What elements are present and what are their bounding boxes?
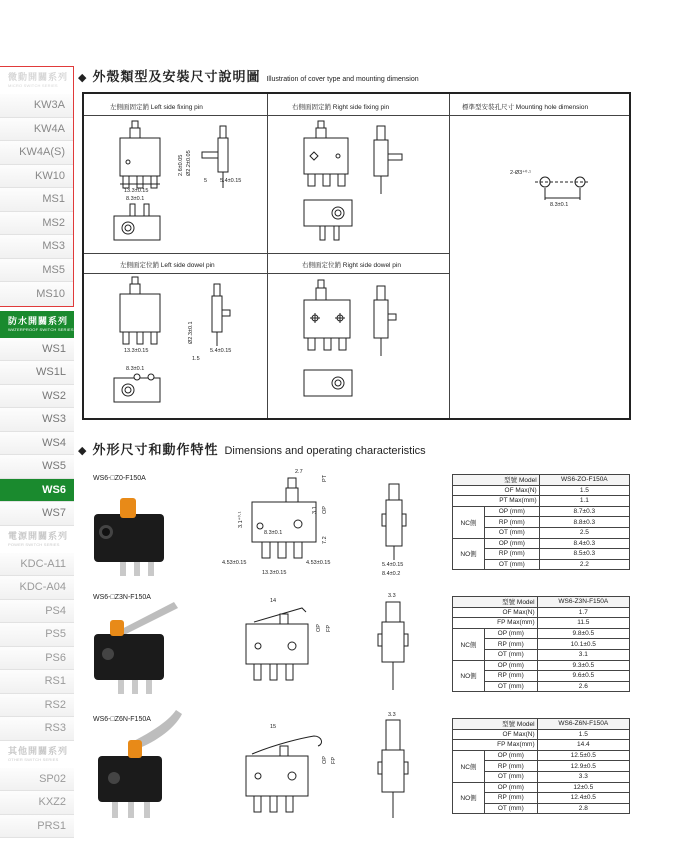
spec-value: WS6-Z3N-F150A [537, 597, 629, 608]
sidebar-item-kw10[interactable]: KW10 [0, 165, 73, 189]
spec-table-z0 [452, 474, 630, 570]
spec-group-nc: NC側 [453, 628, 485, 660]
spec-value: 2.5 [539, 527, 629, 538]
dimension-drawing-z3n [236, 592, 336, 688]
dim-5-4: 5.4±0.15 [382, 562, 404, 568]
sidebar-item-ps4[interactable]: PS4 [0, 600, 74, 624]
dim-8-3: 8.3±0.1 [126, 366, 145, 372]
sidebar-item-rs3[interactable]: RS3 [0, 717, 74, 741]
section-title-zh: 外形尺寸和動作特性 [92, 442, 219, 457]
sidebar-item-ms1[interactable]: MS1 [0, 188, 73, 212]
sidebar-item-ws1l[interactable]: WS1L [0, 361, 74, 385]
side-drawing-z6n [374, 708, 414, 822]
model-label-z0: WS6-□Z0-F150A [93, 475, 146, 482]
group-header-micro [0, 67, 73, 94]
sidebar-item-ms10[interactable]: MS10 [0, 282, 73, 306]
spec-key: OP (mm) [485, 538, 540, 549]
diamond-bullet-icon: ◆ [78, 72, 87, 84]
spec-table-z3n [452, 596, 630, 692]
sidebar-item-ps6[interactable]: PS6 [0, 647, 74, 671]
group-title: 微動開關系列 [8, 72, 69, 82]
dim-8-3: 8.3±0.1 [550, 202, 569, 208]
mounting-hole-drawing [450, 116, 629, 254]
sidebar-item-ms5[interactable]: MS5 [0, 259, 73, 283]
spec-key: OT (mm) [485, 559, 540, 570]
dim-15: 15 [270, 724, 277, 730]
spec-value: 10.1±0.5 [537, 639, 629, 650]
spec-value: 12.9±0.5 [537, 761, 629, 772]
spec-key: OP (mm) [485, 782, 538, 793]
spec-group-nc: NC側 [453, 750, 485, 782]
sidebar-item-ws2[interactable]: WS2 [0, 385, 74, 409]
sidebar-item-ws6[interactable]: WS6 [0, 479, 74, 503]
spec-key: FP Max(mm) [453, 618, 538, 629]
spec-key: OT (mm) [485, 803, 538, 814]
group-subtitle: MICRO SWITCH SERIES [8, 83, 58, 88]
group-header-power [0, 526, 74, 553]
label-right-dowel-pin: 右側面定位銷 Right side dowel pin [302, 262, 401, 269]
spec-value: 8.7±0.3 [539, 506, 629, 517]
sidebar-item-kxz2[interactable]: KXZ2 [0, 791, 74, 815]
sidebar-item-rs2[interactable]: RS2 [0, 694, 74, 718]
spec-value: 9.6±0.5 [537, 671, 629, 682]
product-photo-z6n [88, 704, 188, 826]
sidebar-item-ws1[interactable]: WS1 [0, 338, 74, 362]
spec-value: 8.8±0.3 [539, 517, 629, 528]
sidebar-group-other [0, 741, 74, 839]
sidebar-item-kdc-a11[interactable]: KDC-A11 [0, 553, 74, 577]
spec-value: 2.6 [537, 681, 629, 692]
spec-value: 2.8 [537, 803, 629, 814]
product-photo-z3n [88, 596, 184, 700]
spec-value: 12±0.5 [537, 782, 629, 793]
group-title: 其他開關系列 [8, 745, 69, 756]
section-title-zh: 外殼類型及安裝尺寸說明圖 [92, 69, 261, 84]
spec-key: 型號 Model [453, 719, 538, 730]
sidebar [0, 66, 74, 838]
dim-op: OP [322, 506, 328, 514]
group-subtitle: WATERPROOF SWITCH SERIES [8, 326, 74, 332]
spec-value: 3.1 [537, 649, 629, 660]
sidebar-group-power [0, 526, 74, 741]
spec-key: 型號 Model [453, 475, 540, 486]
sidebar-item-ms2[interactable]: MS2 [0, 212, 73, 236]
sidebar-item-ms3[interactable]: MS3 [0, 235, 73, 259]
dim-5: 5 [204, 178, 208, 184]
spec-key: RP (mm) [485, 517, 540, 528]
spec-key: OT (mm) [485, 771, 538, 782]
dim-2-7: 2.7 [295, 469, 303, 475]
spec-value: 8.5±0.3 [539, 549, 629, 560]
label-left-dowel-pin: 左側面定位銷 Left side dowel pin [120, 262, 215, 269]
spec-key: 型號 Model [453, 597, 538, 608]
mounting-diagram-table [82, 92, 631, 420]
spec-group-no: NO側 [453, 660, 485, 692]
sidebar-item-ws5[interactable]: WS5 [0, 455, 74, 479]
right-dowel-pin-drawing [268, 274, 450, 418]
spec-key: OP (mm) [485, 750, 538, 761]
spec-value: 8.4±0.3 [539, 538, 629, 549]
spec-value: 12.4±0.5 [537, 793, 629, 804]
spec-key: OT (mm) [485, 649, 538, 660]
section-title-en: Illustration of cover type and mounting dimension [266, 76, 419, 83]
spec-key: RP (mm) [485, 639, 538, 650]
spec-value: 3.3 [537, 771, 629, 782]
dim-4-53-left: 4.53±0.15 [222, 560, 247, 566]
sidebar-item-kw4a[interactable]: KW4A [0, 118, 73, 142]
spec-key: OP (mm) [485, 660, 538, 671]
dim-14: 14 [270, 598, 277, 604]
sidebar-group-waterproof [0, 311, 74, 526]
sidebar-item-sp02[interactable]: SP02 [0, 768, 74, 792]
dim-8-4: 8.4±0.2 [382, 571, 401, 577]
sidebar-item-ws7[interactable]: WS7 [0, 502, 74, 526]
sidebar-item-ws4[interactable]: WS4 [0, 432, 74, 456]
spec-key: RP (mm) [485, 793, 538, 804]
dim-5-4: 5.4±0.15 [210, 348, 232, 354]
spec-value: WS6-ZO-F150A [539, 475, 629, 486]
dimension-drawing-z6n [236, 714, 336, 818]
spec-key: RP (mm) [485, 549, 540, 560]
dim-5-4: 5.4±0.15 [220, 178, 242, 184]
dim-13-3: 13.3±0.15 [124, 188, 149, 194]
dim-op: OP [322, 756, 328, 764]
sidebar-group-micro [0, 66, 74, 307]
spec-key: OF Max(N) [453, 607, 538, 618]
spec-table-z6n [452, 718, 630, 814]
dim-2-3: Ø2.3±0.1 [188, 321, 194, 344]
spec-value: 9.8±0.5 [537, 628, 629, 639]
sidebar-item-ws3[interactable]: WS3 [0, 408, 74, 432]
dim-fp: FP [326, 624, 332, 632]
spec-key: RP (mm) [485, 671, 538, 682]
spec-value: WS6-Z6N-F150A [537, 719, 629, 730]
dim-1-5: 1.5 [192, 356, 200, 362]
dim-3-1: 3.1 [312, 506, 318, 514]
dim-pt: PT [322, 474, 328, 482]
model-label-z3n: WS6-□Z3N-F150A [93, 594, 151, 601]
sidebar-item-prs1[interactable]: PRS1 [0, 815, 74, 839]
side-drawing-z3n [374, 590, 414, 696]
spec-group-no: NO側 [453, 538, 485, 570]
sidebar-item-kdc-a04[interactable]: KDC-A04 [0, 576, 74, 600]
dim-fp: FP [331, 756, 337, 764]
spec-value: 11.5 [537, 618, 629, 629]
dim-13-3: 13.3±0.15 [262, 570, 287, 576]
spec-key: OP (mm) [485, 628, 538, 639]
sidebar-item-kw3a[interactable]: KW3A [0, 94, 73, 118]
diamond-bullet-icon: ◆ [78, 445, 87, 457]
spec-key: OT (mm) [485, 527, 540, 538]
spec-key: PT Max(mm) [453, 496, 540, 507]
spec-value: 1.5 [537, 729, 629, 740]
spec-key: FP Max(mm) [453, 740, 538, 751]
spec-value: 12.5±0.5 [537, 750, 629, 761]
dimension-drawing-z0 [222, 464, 342, 582]
spec-group-no: NO側 [453, 782, 485, 814]
spec-key: RP (mm) [485, 761, 538, 772]
spec-key: OP (mm) [485, 506, 540, 517]
section-title-en: Dimensions and operating characteristics [224, 445, 426, 457]
dim-8-3: 8.3±0.1 [264, 530, 283, 536]
group-header-other [0, 741, 74, 768]
left-dowel-pin-drawing [84, 274, 268, 418]
spec-group-nc: NC側 [453, 506, 485, 538]
spec-value: 1.5 [539, 485, 629, 496]
dim-3-3: 3.3 [388, 593, 396, 599]
spec-value: 9.3±0.5 [537, 660, 629, 671]
dim-13-3: 13.3±0.15 [124, 348, 149, 354]
group-header-waterproof [0, 311, 74, 338]
dim-8-3: 8.3±0.1 [126, 196, 145, 202]
dim-2-2: Ø2.2±0.05 [186, 150, 192, 176]
dim-7-2: 7.2 [322, 536, 328, 544]
spec-key: OF Max(N) [453, 729, 538, 740]
spec-key: OF Max(N) [453, 485, 540, 496]
product-photo-z0 [88, 490, 178, 582]
label-mounting-hole: 標準型安裝孔尺寸 Mounting hole dimension [462, 104, 589, 111]
dim-holes: 2-Ø3⁺⁰·¹ [510, 170, 531, 176]
right-fixing-pin-drawing [268, 116, 450, 254]
group-subtitle: OTHER SWITCH SERIES [8, 756, 59, 762]
dim-2-6: 2.6±0.05 [178, 154, 184, 176]
left-fixing-pin-drawing [84, 116, 268, 254]
group-subtitle: POWER SWITCH SERIES [8, 541, 60, 547]
dim-3-1-hole: 3.1⁺⁰·¹ [238, 511, 244, 528]
spec-value: 14.4 [537, 740, 629, 751]
label-left-fixing-pin: 左側面固定銷 Left side fixing pin [110, 104, 203, 111]
group-title: 電源開關系列 [8, 530, 69, 541]
side-drawing-z0 [372, 474, 416, 580]
section-title-cover-type [78, 66, 419, 85]
spec-value: 2.2 [539, 559, 629, 570]
sidebar-item-ps5[interactable]: PS5 [0, 623, 74, 647]
sidebar-item-rs1[interactable]: RS1 [0, 670, 74, 694]
dim-4-53-right: 4.53±0.15 [306, 560, 331, 566]
spec-value: 1.1 [539, 496, 629, 507]
label-right-fixing-pin: 右側面固定銷 Right side fixing pin [292, 104, 390, 111]
spec-value: 1.7 [537, 607, 629, 618]
dim-3-3: 3.3 [388, 712, 396, 718]
dim-op: OP [316, 624, 322, 632]
section-title-dimensions [78, 439, 426, 458]
group-title: 防水開關系列 [8, 315, 69, 326]
spec-key: OT (mm) [485, 681, 538, 692]
model-label-z6n: WS6-□Z6N-F150A [93, 716, 151, 723]
sidebar-item-kw4a-s[interactable]: KW4A(S) [0, 141, 73, 165]
